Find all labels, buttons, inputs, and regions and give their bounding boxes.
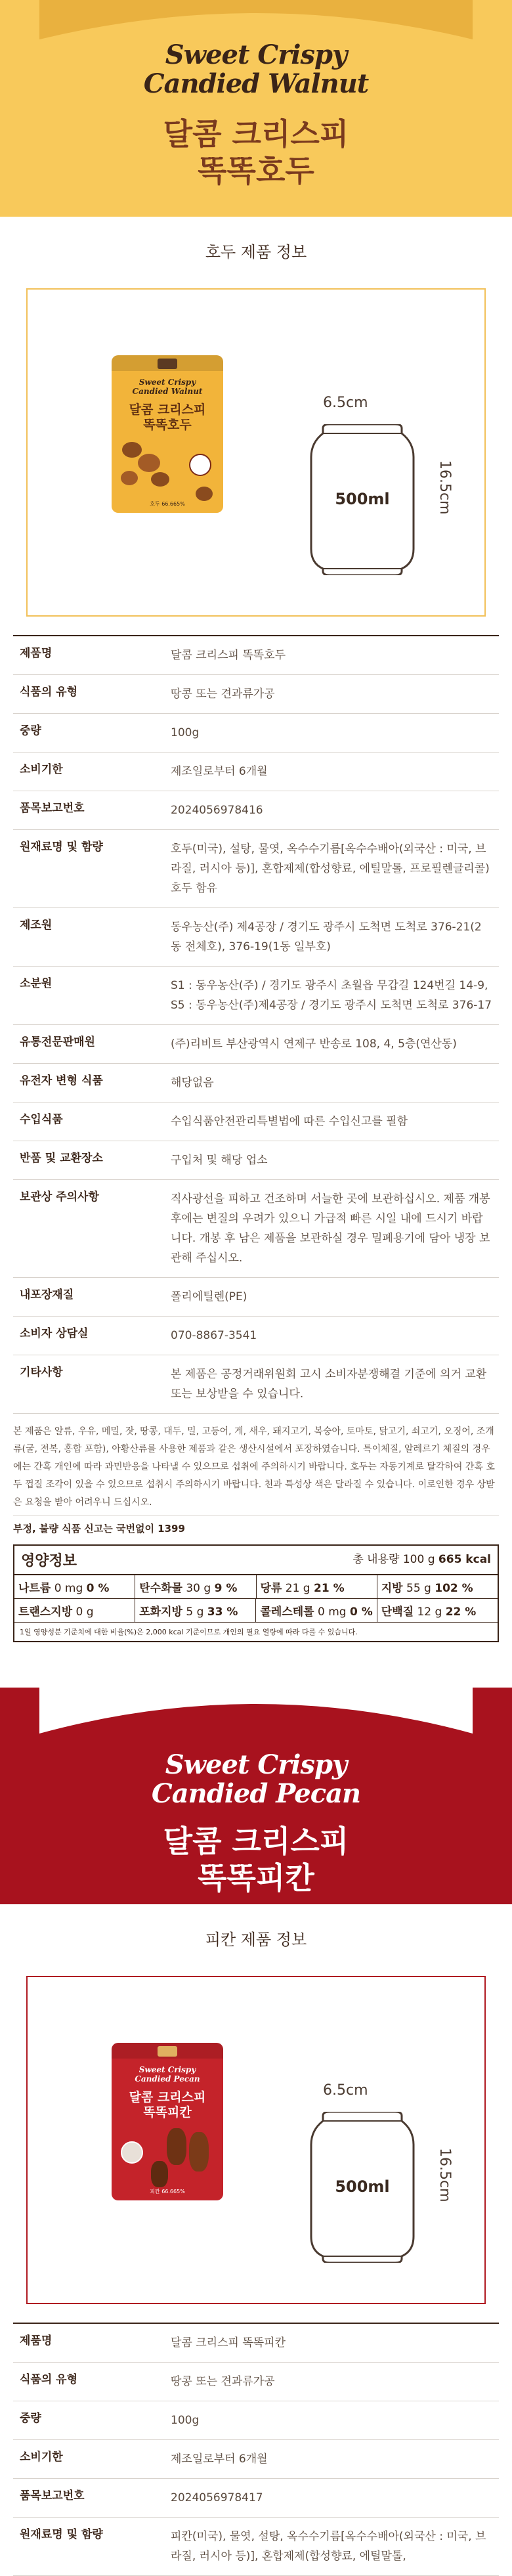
allergy-notice: 본 제품은 알류, 우유, 메밀, 잣, 땅콩, 대두, 밀, 고등어, 게, 새우, 돼지고기, 복숭아, 토마토, 닭고기, 쇠고기, 오징어, 조개류(굴, 전복, 홍합 포함), 아황산류를 사용한 제품과 같은 생산시설에서 포장하였습니다. 특이체질, 알레르기 체질의 경우에는 간혹 개인에 따라 과민반응을 나타낼 수 있으므로 섭취에 주의하시기 바랍니다. 호두는 자동기계로 탈각하여 간혹 호두 껍질 조각이 있을 수 있으므로 섭취시 주의하시기 바랍니다. 천과 특성상 색은 달라질 수 있습니다. 이로인한 경우 상받은 요청을 받아 어려우니 드십시오. bbox=[13, 1414, 499, 1516]
nutrition-cell: 단백질 12 g 22 % bbox=[381, 1605, 477, 1619]
spec-value: 땅콩 또는 견과류가공 bbox=[171, 2375, 275, 2388]
product-image-box bbox=[26, 288, 486, 617]
spec-row bbox=[13, 1141, 499, 1180]
walnut-hero bbox=[0, 0, 512, 197]
spec-value: 제조일로부터 6개월 bbox=[171, 765, 268, 778]
pecan-info-card bbox=[0, 1904, 512, 2561]
spec-value: 피칸(미국), 물엿, 설탕, 옥수수기름[옥수수배아(외국산 : 미국, 브라질, 러시아 등)], 혼합제제(합성향료, 에틸말톨, bbox=[171, 2530, 486, 2563]
spec-row bbox=[13, 675, 499, 714]
spec-row bbox=[13, 2518, 499, 2576]
spec-value: 해당없음 bbox=[171, 1076, 214, 1089]
info-title: 호두 제품 정보 bbox=[205, 243, 307, 261]
brand-title-line2: 똑똑피칸 bbox=[198, 1860, 314, 1896]
spec-value: 본 제품은 공정거래위원회 고시 소비자분쟁해결 기준에 의거 교환 또는 보상받을 수 있습니다. bbox=[171, 1368, 487, 1401]
spec-row bbox=[13, 967, 499, 1025]
spec-value: 달콤 크리스피 똑똑피칸 bbox=[171, 2336, 286, 2349]
spec-row bbox=[13, 2440, 499, 2479]
spec-row bbox=[13, 714, 499, 753]
nutrition-title: 영양정보 bbox=[21, 1553, 77, 1569]
product-package bbox=[112, 355, 223, 513]
quality-seal bbox=[121, 2141, 143, 2164]
nutrition-cell: 지방 55 g 102 % bbox=[381, 1582, 473, 1595]
nutrition-footnote: 1일 영양성분 기준치에 대한 비율(%)은 2,000 kcal 기준이므로 개인의 필요 열량에 따라 다를 수 있습니다. bbox=[20, 1628, 358, 1636]
spec-row bbox=[13, 1317, 499, 1355]
spec-row bbox=[13, 1278, 499, 1317]
spec-row bbox=[13, 2324, 499, 2363]
spec-key: 제조원 bbox=[20, 919, 53, 932]
brand-title-line1: 달콤 크리스피 bbox=[163, 116, 349, 152]
spec-key: 품목보고번호 bbox=[20, 2489, 85, 2502]
can-volume-label: 500ml bbox=[335, 2177, 390, 2196]
spec-key: 식품의 유형 bbox=[20, 2373, 78, 2386]
spec-value: 땅콩 또는 견과류가공 bbox=[171, 688, 275, 701]
spec-key: 수입식품 bbox=[20, 1113, 63, 1126]
brand-badge bbox=[158, 2046, 177, 2057]
spec-value: 2024056978417 bbox=[171, 2491, 263, 2504]
report-notice: 부정, 불량 식품 신고는 국번없이 1399 bbox=[13, 1523, 185, 1535]
spec-row bbox=[13, 2479, 499, 2518]
spec-row bbox=[13, 1355, 499, 1414]
quality-seal bbox=[189, 454, 211, 476]
brand-title-line1: 달콤 크리스피 bbox=[163, 1823, 349, 1859]
spec-key: 반품 및 교환장소 bbox=[20, 1152, 103, 1165]
spec-key: 품목보고번호 bbox=[20, 802, 85, 815]
spec-row bbox=[13, 908, 499, 967]
spec-row bbox=[13, 636, 499, 675]
package-brand-english: Sweet Crispy Candied Walnut bbox=[132, 378, 203, 396]
can-width-label: 6.5cm bbox=[323, 395, 368, 411]
product-package bbox=[112, 2043, 223, 2200]
walnut-info-card bbox=[0, 217, 512, 1688]
spec-value: S1 : 동우농산(주) / 경기도 광주시 초월읍 무갑길 124번길 14-9, S5 : 동우농산(주)제4공장 / 경기도 광주시 도척면 도척로 376-17 bbox=[171, 979, 492, 1012]
spec-key: 중량 bbox=[20, 2412, 41, 2425]
spec-key: 유통전문판매원 bbox=[20, 1036, 95, 1049]
spec-table bbox=[13, 2323, 499, 2576]
spec-table bbox=[13, 635, 499, 1414]
spec-key: 소비기한 bbox=[20, 2451, 63, 2464]
brand-logo-english: Sweet Crispy Candied Walnut bbox=[143, 39, 369, 99]
walnut-piece bbox=[121, 471, 138, 485]
package-net-content: 호두 66.665% bbox=[150, 501, 185, 507]
walnut-piece bbox=[151, 472, 169, 487]
nutrition-cell: 콜레스테롤 0 mg 0 % bbox=[256, 1599, 377, 1622]
nutrition-row bbox=[14, 1575, 498, 1599]
nutrition-row bbox=[14, 1599, 498, 1623]
spec-value: 100g bbox=[171, 2414, 200, 2427]
spec-row bbox=[13, 2401, 499, 2440]
nutrition-cell: 탄수화물 30 g 9 % bbox=[135, 1575, 256, 1598]
spec-row bbox=[13, 1180, 499, 1278]
spec-value: 직사광선을 피하고 건조하며 서늘한 곳에 보관하십시오. 제품 개봉 후에는 변질의 우려가 있으니 가급적 빠른 시일 내에 드시기 바랍니다. 개봉 후 남은 제품을 보관하실 경우 밀폐용기에 담아 냉장 보관해 주십시오. bbox=[171, 1192, 490, 1265]
nutrition-cell: 포화지방 5 g 33 % bbox=[135, 1599, 256, 1622]
nutrition-total: 총 내용량 100 g 665 kcal bbox=[352, 1553, 491, 1566]
spec-key: 식품의 유형 bbox=[20, 686, 78, 699]
walnut-piece bbox=[138, 454, 160, 472]
spec-row bbox=[13, 1102, 499, 1141]
spec-key: 중량 bbox=[20, 724, 41, 737]
brand-title-line2: 똑똑호두 bbox=[198, 153, 314, 188]
spec-key: 소분원 bbox=[20, 977, 53, 990]
walnut-piece bbox=[122, 442, 142, 458]
spec-key: 원재료명 및 함량 bbox=[20, 840, 103, 854]
nutrition-cell: 나트륨 0 mg 0 % bbox=[14, 1575, 135, 1598]
info-title: 피칸 제품 정보 bbox=[205, 1931, 307, 1949]
package-brand-korean: 달콤 크리스피 똑똑피칸 bbox=[129, 2090, 206, 2120]
spec-key: 보관상 주의사항 bbox=[20, 1190, 99, 1204]
spec-value: 구입처 및 해당 업소 bbox=[171, 1154, 268, 1167]
spec-value: 수입식품안전관리특별법에 따른 수입신고를 필함 bbox=[171, 1115, 408, 1128]
spec-key: 제품명 bbox=[20, 2334, 53, 2347]
spec-row bbox=[13, 791, 499, 830]
spec-key: 내포장재질 bbox=[20, 1288, 74, 1301]
pecan-section bbox=[0, 1688, 512, 2561]
pecan-piece bbox=[189, 2132, 209, 2172]
can-height-label: 16.5cm bbox=[437, 460, 453, 515]
spec-row bbox=[13, 1025, 499, 1064]
spec-key: 소비자 상담실 bbox=[20, 1327, 89, 1340]
spec-row bbox=[13, 1064, 499, 1102]
spec-value: (주)리비트 부산광역시 연제구 반송로 108, 4, 5층(연산동) bbox=[171, 1037, 457, 1051]
spec-key: 소비기한 bbox=[20, 763, 63, 776]
nutrition-header bbox=[14, 1546, 498, 1575]
nutrition-table bbox=[13, 1544, 499, 1642]
spec-row bbox=[13, 830, 499, 908]
pecan-piece bbox=[151, 2161, 168, 2187]
package-brand-english: Sweet Crispy Candied Pecan bbox=[135, 2065, 200, 2084]
spec-key: 원재료명 및 함량 bbox=[20, 2528, 103, 2541]
spec-value: 100g bbox=[171, 726, 200, 739]
spec-key: 기타사항 bbox=[20, 1366, 63, 1379]
brand-title-korean bbox=[0, 116, 512, 189]
brand-title-korean bbox=[0, 1823, 512, 1896]
spec-row bbox=[13, 753, 499, 791]
can-width-label: 6.5cm bbox=[323, 2082, 368, 2099]
pecan-hero bbox=[0, 1688, 512, 1896]
spec-value: 호두(미국), 설탕, 물엿, 옥수수기름[옥수수배아(외국산 : 미국, 브라질, 러시아 등)], 혼합제제(합성향료, 에틸말톨, 프로필렌글리콜) 호두 함유 bbox=[171, 842, 490, 895]
pecan-piece bbox=[167, 2128, 186, 2165]
arch-decoration bbox=[39, 1688, 473, 1734]
spec-value: 2024056978416 bbox=[171, 804, 263, 817]
can-height-label: 16.5cm bbox=[437, 2148, 453, 2202]
spec-value: 동우농산(주) 제4공장 / 경기도 광주시 도척면 도척로 376-21(2동 전체호), 376-19(1동 일부호) bbox=[171, 921, 482, 953]
product-image-box bbox=[26, 1976, 486, 2304]
spec-key: 유전자 변형 식품 bbox=[20, 1074, 103, 1087]
spec-value: 폴리에틸렌(PE) bbox=[171, 1290, 247, 1303]
package-brand-korean: 달콤 크리스피 똑똑호두 bbox=[129, 403, 206, 432]
spec-value: 달콤 크리스피 똑똑호두 bbox=[171, 649, 286, 662]
spec-row bbox=[13, 2363, 499, 2401]
spec-value: 070-8867-3541 bbox=[171, 1329, 257, 1342]
package-net-content: 피칸 66.665% bbox=[150, 2189, 185, 2194]
spec-value: 제조일로부터 6개월 bbox=[171, 2453, 268, 2466]
nutrition-cell: 트랜스지방 0 g bbox=[14, 1599, 135, 1622]
arch-decoration bbox=[39, 0, 473, 39]
spec-key: 제품명 bbox=[20, 647, 53, 660]
nutrition-cell: 당류 21 g 21 % bbox=[257, 1575, 377, 1598]
brand-badge bbox=[158, 359, 177, 369]
brand-logo-english: Sweet Crispy Candied Pecan bbox=[151, 1749, 361, 1809]
can-volume-label: 500ml bbox=[335, 490, 390, 508]
walnut-piece bbox=[196, 487, 213, 501]
